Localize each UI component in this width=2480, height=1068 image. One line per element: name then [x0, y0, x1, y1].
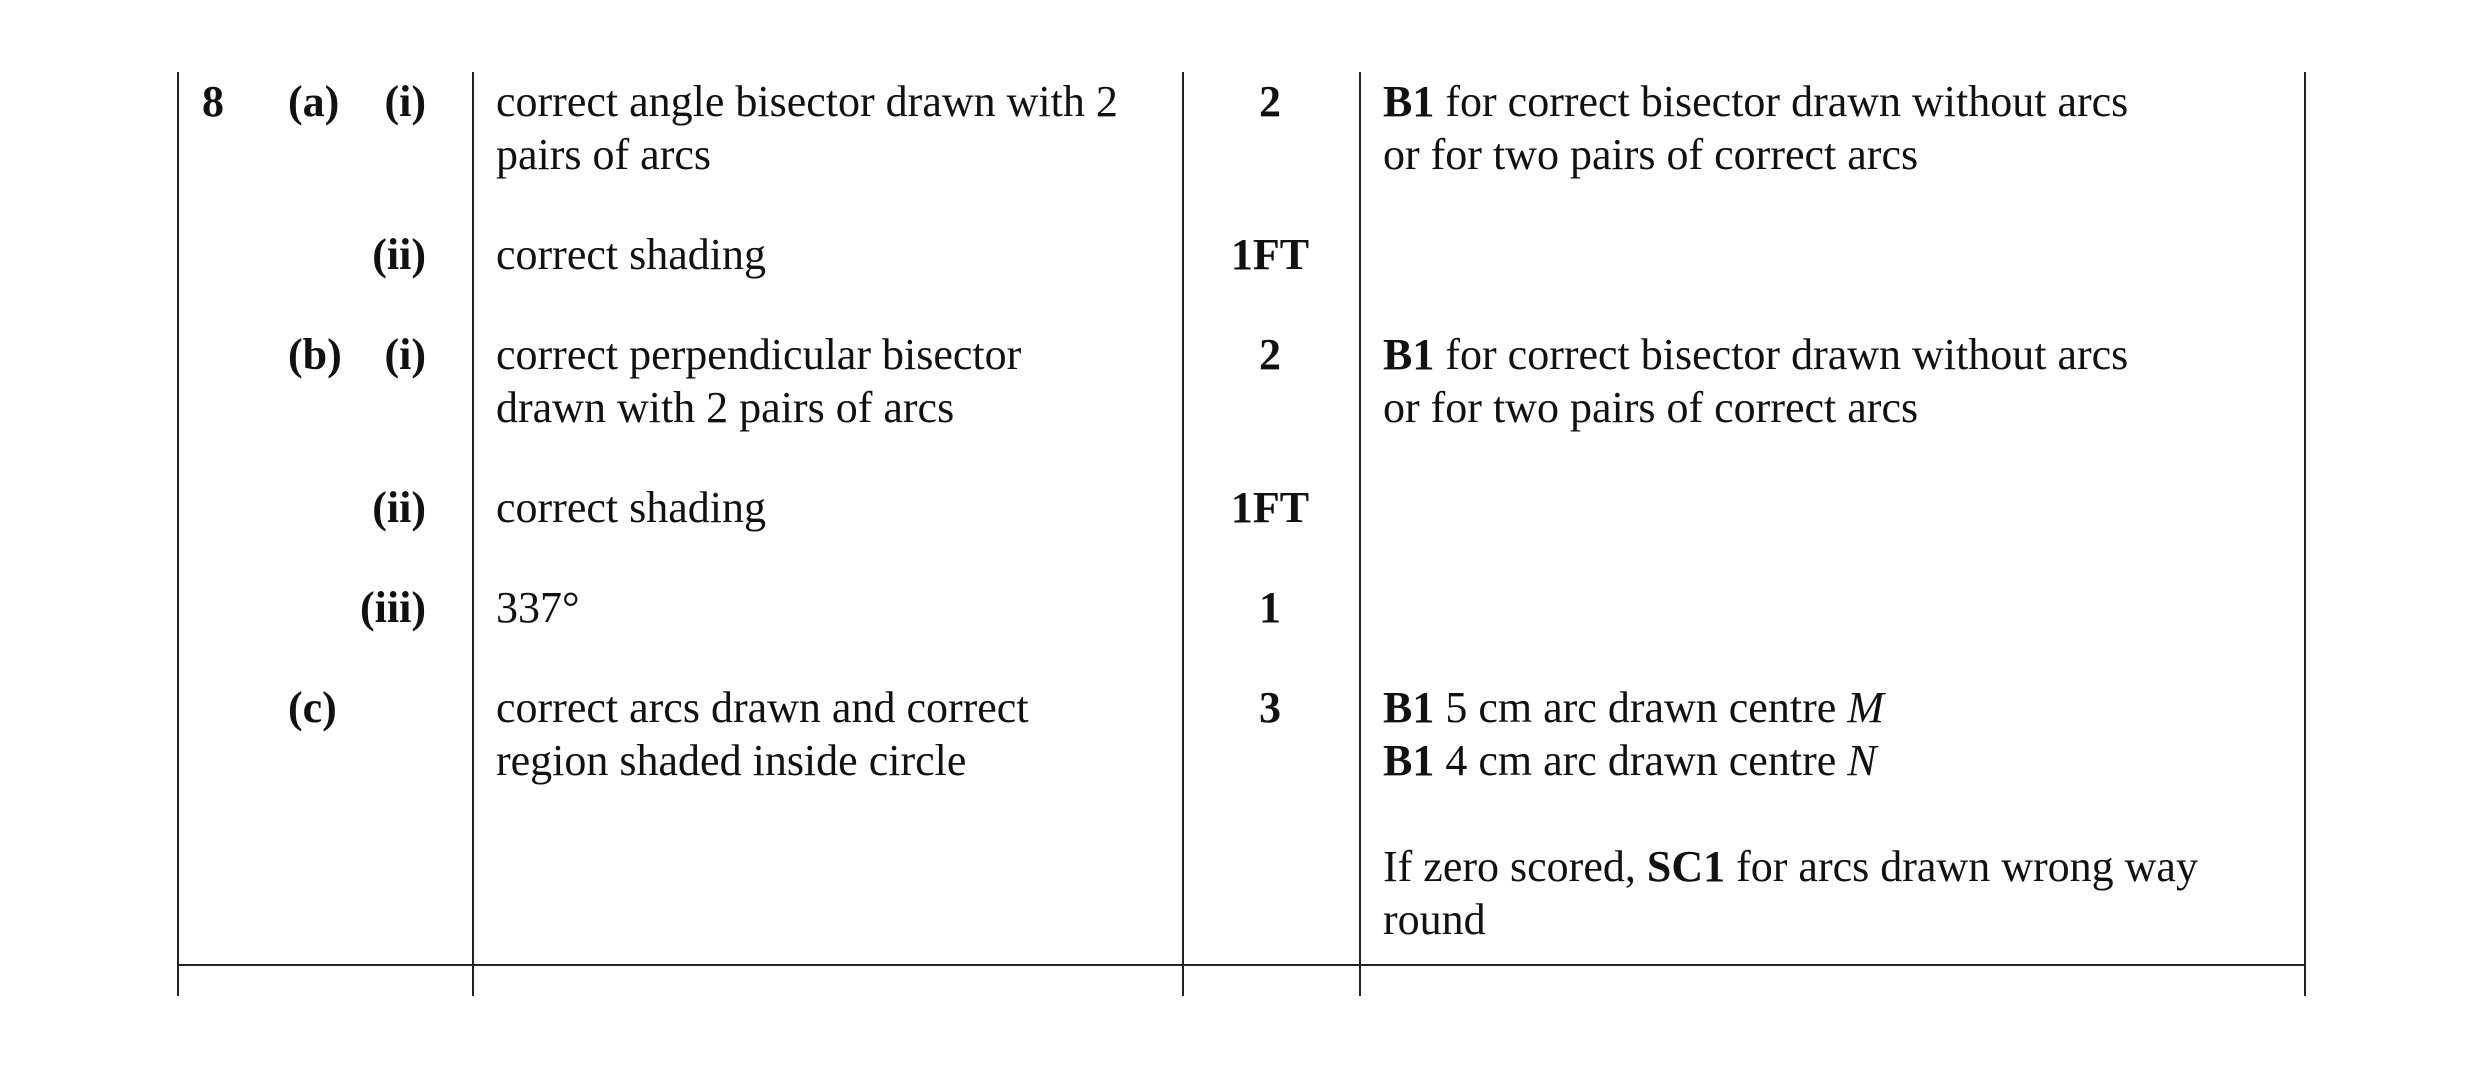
column-divider-guidance: [1359, 72, 1361, 996]
subpart-label: (iii): [360, 583, 426, 632]
subpart-label: (ii): [372, 483, 426, 532]
guidance-line: or for two pairs of correct arcs: [1383, 130, 1919, 179]
answer-line: correct arcs drawn and correct: [496, 683, 1029, 732]
guidance-line: B1 5 cm arc drawn centre M: [1383, 683, 1884, 732]
guidance-line: B1 4 cm arc drawn centre N: [1383, 736, 1877, 785]
table-border-right: [2304, 72, 2306, 996]
mark-value: 1FT: [1230, 483, 1310, 532]
table-border-left: [177, 72, 179, 996]
part-label: (a): [288, 77, 340, 126]
answer-line: correct perpendicular bisector: [496, 330, 1022, 379]
table-bottom-rule: [177, 964, 2304, 966]
guidance-line: round: [1383, 895, 1486, 944]
answer-line: region shaded inside circle: [496, 736, 967, 785]
answer-line: drawn with 2 pairs of arcs: [496, 383, 955, 432]
guidance-line: B1 for correct bisector drawn without arcs: [1383, 77, 2129, 126]
answer-line: correct shading: [496, 483, 766, 532]
answer-line: 337°: [496, 583, 580, 632]
subpart-label: (i): [384, 77, 426, 126]
question-number: 8: [202, 77, 224, 126]
mark-value: 1FT: [1230, 230, 1310, 279]
subpart-label: (ii): [372, 230, 426, 279]
guidance-line: If zero scored, SC1 for arcs drawn wrong way: [1383, 842, 2198, 891]
mark-value: 2: [1259, 77, 1281, 126]
column-divider-answer: [472, 72, 474, 996]
part-label: (c): [288, 683, 337, 732]
mark-value: 1: [1259, 583, 1281, 632]
subpart-label: (i): [384, 330, 426, 379]
part-label: (b): [288, 330, 342, 379]
answer-line: pairs of arcs: [496, 130, 712, 179]
mark-value: 3: [1259, 683, 1281, 732]
mark-value: 2: [1259, 330, 1281, 379]
answer-line: correct angle bisector drawn with 2: [496, 77, 1118, 126]
answer-line: correct shading: [496, 230, 766, 279]
column-divider-mark: [1182, 72, 1184, 996]
guidance-line: or for two pairs of correct arcs: [1383, 383, 1919, 432]
guidance-line: B1 for correct bisector drawn without arcs: [1383, 330, 2129, 379]
